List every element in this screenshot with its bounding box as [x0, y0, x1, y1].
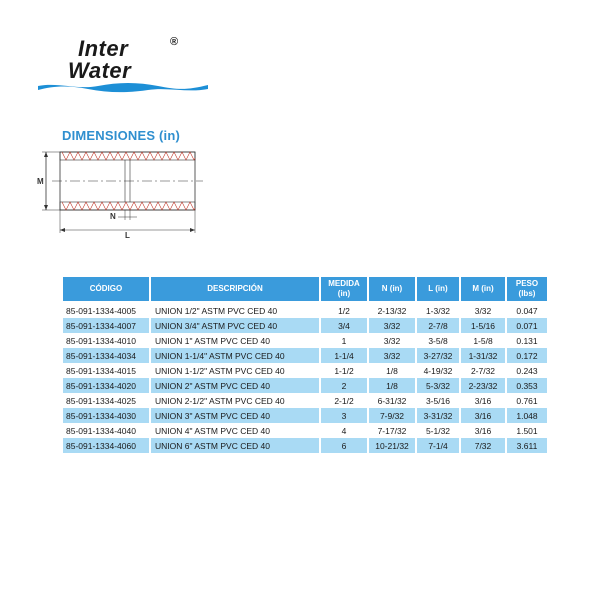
- table-row: [63, 348, 547, 363]
- cell-n: 3/32: [369, 318, 415, 333]
- cell-n: 7-17/32: [377, 425, 407, 436]
- cell-l: 7-1/4: [417, 438, 459, 453]
- cell-peso: 0.761: [516, 395, 538, 406]
- section-title: DIMENSIONES (in): [62, 128, 181, 143]
- col-m: M (in): [461, 277, 505, 303]
- cell-description: UNION 4" ASTM PVC CED 40: [155, 425, 270, 436]
- cell-m: 3/16: [474, 425, 492, 436]
- cell-code: 85-091-1334-4060: [63, 438, 149, 453]
- table-header-row: [63, 277, 547, 303]
- label-l: L: [125, 231, 130, 240]
- cell-m: 7/32: [461, 438, 505, 453]
- cell-medida: 3/4: [321, 318, 367, 333]
- cell-n: 2-13/32: [377, 305, 407, 316]
- table-row: [63, 363, 547, 378]
- col-medida: MEDIDA (in): [321, 277, 367, 303]
- label-n: N: [110, 212, 116, 221]
- cell-code: 85-091-1334-4034: [63, 348, 149, 363]
- cell-l: 1-3/32: [425, 305, 451, 316]
- cell-code: 85-091-1334-4025: [66, 395, 136, 406]
- cell-l: 5-1/32: [425, 425, 451, 436]
- col-descripcion: DESCRIPCIÓN: [151, 277, 319, 303]
- wave-icon: [38, 80, 208, 94]
- cell-peso: 0.353: [507, 378, 547, 393]
- cell-description: UNION 6" ASTM PVC CED 40: [151, 438, 319, 453]
- cell-peso: 0.047: [516, 305, 538, 316]
- cell-l: 3-31/32: [417, 408, 459, 423]
- cell-n: 10-21/32: [369, 438, 415, 453]
- cell-code: 85-091-1334-4020: [63, 378, 149, 393]
- cell-peso: 0.131: [516, 335, 538, 346]
- table-row: [63, 318, 547, 333]
- cell-n: 7-9/32: [369, 408, 415, 423]
- table-row: [63, 378, 547, 393]
- cell-m: 1-31/32: [461, 348, 505, 363]
- cell-description: UNION 1-1/4" ASTM PVC CED 40: [151, 348, 319, 363]
- cell-peso: 0.172: [507, 348, 547, 363]
- cell-n: 3/32: [369, 348, 415, 363]
- cell-peso: 0.243: [516, 365, 538, 376]
- cell-description: UNION 1" ASTM PVC CED 40: [155, 335, 270, 346]
- cell-m: 3/16: [474, 395, 492, 406]
- cell-code: 85-091-1334-4007: [63, 318, 149, 333]
- cell-description: UNION 1-1/2" ASTM PVC CED 40: [155, 365, 285, 376]
- cell-peso: 3.611: [507, 438, 547, 453]
- cell-description: UNION 1/2" ASTM PVC CED 40: [155, 305, 278, 316]
- cell-medida: 6: [321, 438, 367, 453]
- cell-description: UNION 3/4" ASTM PVC CED 40: [151, 318, 319, 333]
- cell-medida: 2: [321, 378, 367, 393]
- coupling-dimension-drawing: [38, 140, 218, 240]
- cell-m: 3/32: [474, 305, 492, 316]
- table-row: [63, 423, 547, 438]
- cell-medida: 2-1/2: [334, 395, 354, 406]
- cell-l: 3-27/32: [417, 348, 459, 363]
- col-n: N (in): [369, 277, 415, 303]
- registered-mark: ®: [170, 36, 179, 48]
- cell-peso: 1.048: [507, 408, 547, 423]
- cell-medida: 1-1/4: [321, 348, 367, 363]
- table-row: [63, 408, 547, 423]
- cell-description: UNION 3" ASTM PVC CED 40: [151, 408, 319, 423]
- cell-n: 3/32: [383, 335, 401, 346]
- label-m: M: [37, 177, 44, 186]
- cell-m: 2-7/32: [470, 365, 496, 376]
- cell-l: 3-5/16: [425, 395, 451, 406]
- cell-n: 6-31/32: [377, 395, 407, 406]
- cell-description: UNION 2-1/2" ASTM PVC CED 40: [155, 395, 285, 406]
- cell-medida: 1: [341, 335, 347, 346]
- cell-l: 2-7/8: [417, 318, 459, 333]
- brand-logo: [38, 28, 208, 98]
- cell-peso: 0.071: [507, 318, 547, 333]
- cell-medida: 3: [321, 408, 367, 423]
- table-row: [63, 303, 547, 318]
- cell-code: 85-091-1334-4030: [63, 408, 149, 423]
- cell-code: 85-091-1334-4010: [66, 335, 136, 346]
- brand-line-2: Water: [68, 58, 132, 83]
- cell-peso: 1.501: [516, 425, 538, 436]
- dimensions-table: [61, 277, 549, 453]
- col-peso: PESO (lbs): [507, 277, 547, 303]
- cell-m: 3/16: [461, 408, 505, 423]
- cell-m: 1-5/8: [473, 335, 493, 346]
- cell-code: 85-091-1334-4040: [66, 425, 136, 436]
- table-row: [63, 438, 547, 453]
- cell-medida: 1/2: [338, 305, 350, 316]
- table-row: [63, 333, 547, 348]
- cell-l: 4-19/32: [423, 365, 453, 376]
- cell-m: 1-5/16: [461, 318, 505, 333]
- cell-medida: 4: [341, 425, 347, 436]
- cell-medida: 1-1/2: [334, 365, 354, 376]
- brand-line-1: Inter: [78, 36, 129, 61]
- cell-code: 85-091-1334-4005: [66, 305, 136, 316]
- table-row: [63, 393, 547, 408]
- cell-l: 5-3/32: [417, 378, 459, 393]
- col-l: L (in): [417, 277, 459, 303]
- cell-l: 3-5/8: [428, 335, 448, 346]
- cell-description: UNION 2" ASTM PVC CED 40: [151, 378, 319, 393]
- cell-code: 85-091-1334-4015: [66, 365, 136, 376]
- cell-n: 1/8: [386, 365, 398, 376]
- cell-n: 1/8: [369, 378, 415, 393]
- col-codigo: CÓDIGO: [63, 277, 149, 303]
- cell-m: 2-23/32: [461, 378, 505, 393]
